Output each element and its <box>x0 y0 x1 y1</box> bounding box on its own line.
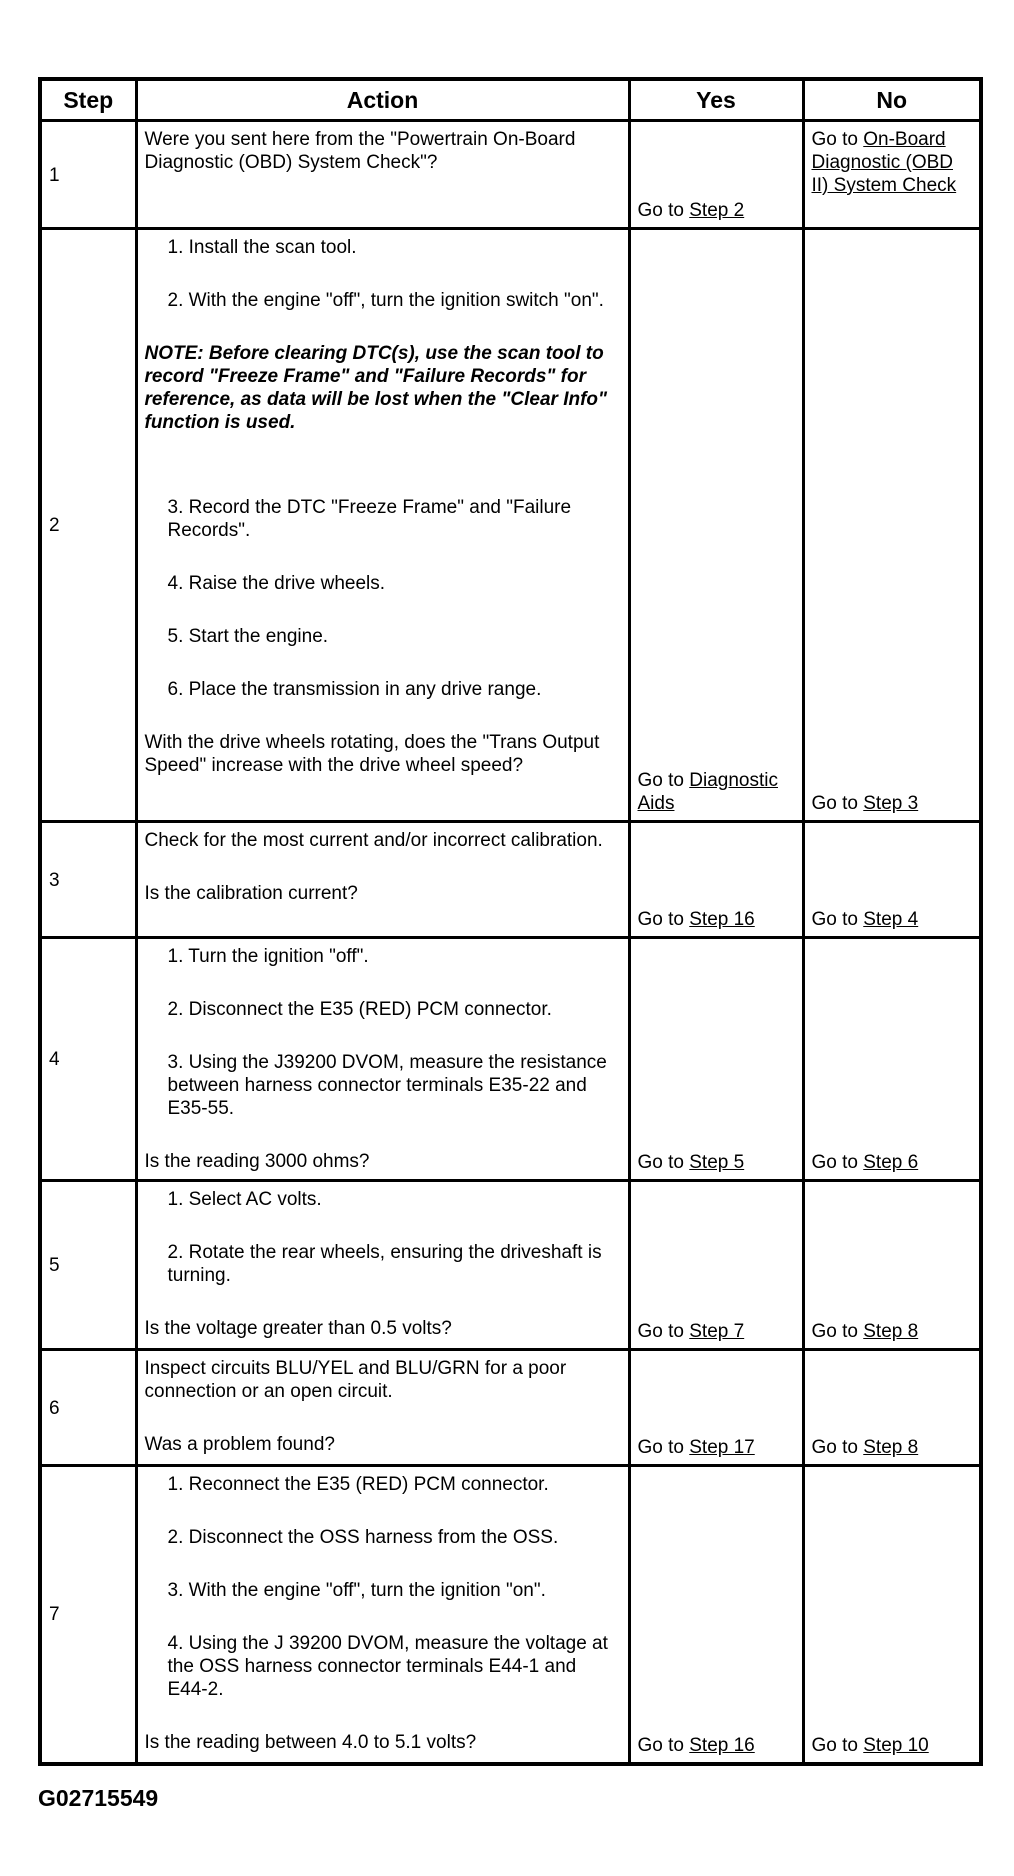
action-item: 1. Install the scan tool. <box>167 237 357 258</box>
yes-cell <box>629 229 803 822</box>
action-item: 1. Select AC volts. <box>167 1189 322 1210</box>
goto-label: Go to <box>637 200 690 221</box>
action-item: 1. Reconnect the E35 (RED) PCM connector. <box>167 1474 549 1495</box>
table-row <box>40 1466 981 1764</box>
step-number: 4 <box>40 938 136 1181</box>
table-row <box>40 822 981 938</box>
no-link[interactable]: Step 6 <box>863 1152 919 1173</box>
action-question: Is the calibration current? <box>144 883 358 904</box>
action-question: With the drive wheels rotating, does the "Trans Output Speed" increase with the drive wheel speed? <box>144 732 600 776</box>
goto-label: Go to <box>811 1437 864 1458</box>
goto-label: Go to <box>811 793 864 814</box>
action-note: NOTE: Before clearing DTC(s), use the scan tool to record "Freeze Frame" and "Failure Records" for reference, as data will be lost when the "Clear Info" function is used. <box>144 343 608 433</box>
step-number: 5 <box>40 1181 136 1350</box>
no-cell <box>803 1466 981 1764</box>
table-row <box>40 121 981 229</box>
goto-label: Go to <box>637 1321 690 1342</box>
table-row <box>40 1181 981 1350</box>
action-text: Check for the most current and/or incorrect calibration. <box>144 830 603 851</box>
diagnostic-table <box>38 77 983 1766</box>
action-cell <box>136 1181 629 1350</box>
no-link[interactable]: Step 8 <box>863 1321 919 1342</box>
action-item: 6. Place the transmission in any drive range. <box>167 679 542 700</box>
yes-cell <box>629 1181 803 1350</box>
step-number: 3 <box>40 822 136 938</box>
goto-label: Go to <box>811 129 864 150</box>
diagnostic-table-container <box>38 77 979 1766</box>
action-cell <box>136 121 629 229</box>
action-item: 2. With the engine "off", turn the ignition switch "on". <box>167 290 604 311</box>
goto-label: Go to <box>637 770 690 791</box>
action-text: Inspect circuits BLU/YEL and BLU/GRN for a poor connection or an open circuit. <box>144 1358 567 1402</box>
no-link[interactable]: Step 8 <box>863 1437 919 1458</box>
header-step: Step <box>40 79 136 121</box>
yes-link[interactable]: Step 7 <box>689 1321 745 1342</box>
no-link[interactable]: On-Board Diagnostic (OBD II) System Check <box>811 129 957 196</box>
no-link[interactable]: Step 10 <box>863 1734 929 1756</box>
header-yes: Yes <box>629 79 803 121</box>
action-item: 4. Raise the drive wheels. <box>167 573 386 594</box>
action-item: 5. Start the engine. <box>167 626 329 647</box>
yes-link[interactable]: Step 17 <box>689 1437 755 1458</box>
no-link[interactable]: Step 3 <box>863 793 919 814</box>
action-item: 3. With the engine "off", turn the ignition "on". <box>167 1580 546 1601</box>
action-item: 2. Rotate the rear wheels, ensuring the driveshaft is turning. <box>167 1242 602 1286</box>
no-link[interactable]: Step 4 <box>863 909 919 930</box>
action-question: Were you sent here from the "Powertrain On-Board Diagnostic (OBD) System Check"? <box>144 129 576 173</box>
action-question: Is the reading between 4.0 to 5.1 volts? <box>144 1732 477 1753</box>
yes-cell <box>629 822 803 938</box>
table-row <box>40 938 981 1181</box>
no-cell <box>803 1181 981 1350</box>
table-header-row <box>40 79 981 121</box>
goto-label: Go to <box>637 1152 690 1173</box>
yes-cell <box>629 1350 803 1466</box>
goto-label: Go to <box>811 1321 864 1342</box>
yes-link[interactable]: Step 5 <box>689 1152 745 1173</box>
yes-link[interactable]: Step 16 <box>689 909 755 930</box>
header-action: Action <box>136 79 629 121</box>
no-cell <box>803 938 981 1181</box>
step-number: 1 <box>40 121 136 229</box>
action-item: 2. Disconnect the E35 (RED) PCM connector. <box>167 999 552 1020</box>
action-item: 3. Using the J39200 DVOM, measure the resistance between harness connector terminals E35-22 and E35-55. <box>167 1052 607 1119</box>
yes-cell <box>629 1466 803 1764</box>
action-question: Is the voltage greater than 0.5 volts? <box>144 1318 452 1339</box>
action-item: 1. Turn the ignition "off". <box>167 946 369 967</box>
no-cell <box>803 1350 981 1466</box>
yes-link[interactable]: Step 2 <box>689 200 745 221</box>
goto-label: Go to <box>637 909 690 930</box>
table-row <box>40 1350 981 1466</box>
yes-link[interactable]: Diagnostic Aids <box>637 770 778 814</box>
action-item: 3. Record the DTC "Freeze Frame" and "Failure Records". <box>167 497 572 541</box>
no-cell <box>803 229 981 822</box>
action-item: 2. Disconnect the OSS harness from the OSS. <box>167 1527 559 1548</box>
header-no: No <box>803 79 981 121</box>
step-number: 7 <box>40 1466 136 1764</box>
action-question: Is the reading 3000 ohms? <box>144 1151 370 1172</box>
goto-label: Go to <box>811 1734 864 1756</box>
action-cell <box>136 938 629 1181</box>
goto-label: Go to <box>637 1734 690 1756</box>
yes-link[interactable]: Step 16 <box>689 1734 755 1756</box>
action-item: 4. Using the J 39200 DVOM, measure the voltage at the OSS harness connector terminals E44-1 and E44-2. <box>167 1633 608 1700</box>
step-number: 6 <box>40 1350 136 1466</box>
goto-label: Go to <box>637 1437 690 1458</box>
no-cell <box>803 121 981 229</box>
action-cell <box>136 1350 629 1466</box>
action-cell <box>136 229 629 822</box>
action-cell <box>136 1466 629 1764</box>
no-cell <box>803 822 981 938</box>
action-cell <box>136 822 629 938</box>
action-question: Was a problem found? <box>144 1434 335 1455</box>
yes-cell <box>629 121 803 229</box>
table-row <box>40 229 981 822</box>
goto-label: Go to <box>811 1152 864 1173</box>
yes-cell <box>629 938 803 1181</box>
step-number: 2 <box>40 229 136 822</box>
figure-id: G02715549 <box>38 1785 159 1811</box>
goto-label: Go to <box>811 909 864 930</box>
